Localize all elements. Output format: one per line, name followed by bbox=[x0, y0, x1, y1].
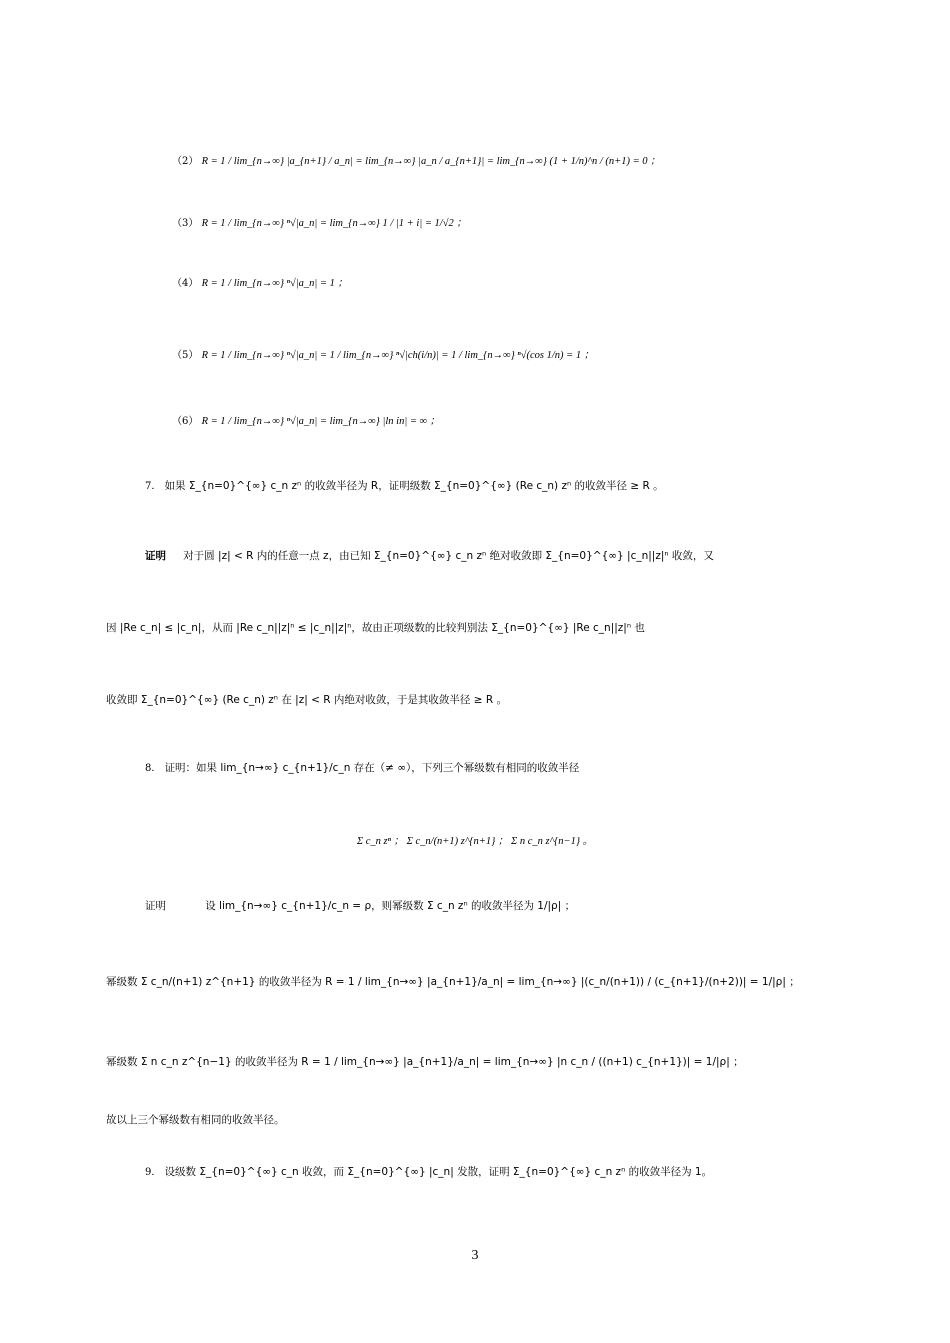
problem-text: 如果 Σ_{n=0}^{∞} c_n zⁿ 的收敛半径为 R，证明级数 Σ_{n=0}^{∞} (Re c_n) zⁿ 的收敛半径 ≥ R 。 bbox=[164, 480, 664, 492]
problem-number: 8． bbox=[145, 763, 162, 774]
formula: R = 1 / lim_{n→∞} ⁿ√|a_n| = 1 ； bbox=[201, 278, 348, 289]
problem-8-proof-line-1 bbox=[0, 894, 950, 919]
formula: R = 1 / lim_{n→∞} ⁿ√|a_n| = lim_{n→∞} |ln in| = ∞ ； bbox=[201, 416, 441, 427]
proof-text: 对于圆 |z| < R 内的任意一点 z，由已知 Σ_{n=0}^{∞} c_n zⁿ 绝对收敛即 Σ_{n=0}^{∞} |c_n||z|ⁿ 收敛，又 bbox=[183, 550, 714, 562]
proof-text: 因 |Re c_n| ≤ |c_n|，从而 |Re c_n||z|ⁿ ≤ |c_n||z|ⁿ，故由正项级数的比较判别法 Σ_{n=0}^{∞} |Re c_n||z|ⁿ 也 bbox=[106, 622, 645, 634]
problem-8-proof-line-2 bbox=[0, 970, 950, 995]
problem-8-proof-line-3 bbox=[0, 1050, 950, 1075]
series-list: Σ c_n zⁿ ； Σ c_n/(n+1) z^{n+1} ； Σ n c_n z^{n−1} 。 bbox=[356, 836, 594, 847]
formula: R = 1 / lim_{n→∞} ⁿ√|a_n| = lim_{n→∞} 1 / |1 + i| = 1/√2 ； bbox=[201, 218, 467, 229]
item-label: （5） bbox=[172, 350, 199, 361]
problem-8-conclusion bbox=[0, 1108, 950, 1133]
item-2 bbox=[0, 150, 950, 174]
problem-text: 设级数 Σ_{n=0}^{∞} c_n 收敛，而 Σ_{n=0}^{∞} |c_n| 发散，证明 Σ_{n=0}^{∞} c_n zⁿ 的收敛半径为 1。 bbox=[164, 1166, 713, 1178]
problem-7-proof-line-3 bbox=[0, 688, 950, 713]
proof-label: 证明 bbox=[145, 550, 166, 562]
item-label: （6） bbox=[172, 416, 199, 427]
proof-text: 设 lim_{n→∞} c_{n+1}/c_n = ρ，则幂级数 Σ c_n zⁿ 的收敛半径为 1/|ρ| ； bbox=[205, 900, 576, 912]
item-6 bbox=[0, 410, 950, 434]
item-3 bbox=[0, 212, 950, 236]
problem-7-proof-line-1 bbox=[0, 544, 950, 569]
problem-9-statement bbox=[0, 1160, 950, 1185]
proof-text: 幂级数 Σ c_n/(n+1) z^{n+1} 的收敛半径为 R = 1 / lim_{n→∞} |a_{n+1}/a_n| = lim_{n→∞} |(c_n/(n+1)) / (c_{n+1}/(n+2))| = 1/|ρ| ； bbox=[106, 976, 800, 988]
formula: R = 1 / lim_{n→∞} ⁿ√|a_n| = 1 / lim_{n→∞} ⁿ√|ch(i/n)| = 1 / lim_{n→∞} ⁿ√(cos 1/n) = 1 ； bbox=[201, 350, 595, 361]
problem-8-series bbox=[0, 830, 950, 854]
item-label: （4） bbox=[172, 278, 199, 289]
formula: R = 1 / lim_{n→∞} |a_{n+1} / a_n| = lim_{n→∞} |a_n / a_{n+1}| = lim_{n→∞} (1 + 1/n)^n / (n+1) = 0 ； bbox=[201, 156, 661, 167]
problem-7-proof-line-2 bbox=[0, 616, 950, 641]
item-4 bbox=[0, 272, 950, 296]
problem-7-statement bbox=[0, 474, 950, 499]
problem-number: 9． bbox=[145, 1167, 162, 1178]
problem-text: 证明：如果 lim_{n→∞} c_{n+1}/c_n 存在（≠ ∞），下列三个幂级数有相同的收敛半径 bbox=[164, 762, 580, 774]
problem-8-statement bbox=[0, 756, 950, 781]
proof-text: 故以上三个幂级数有相同的收敛半径。 bbox=[106, 1114, 285, 1126]
proof-text: 幂级数 Σ n c_n z^{n−1} 的收敛半径为 R = 1 / lim_{n→∞} |a_{n+1}/a_n| = lim_{n→∞} |n c_n / ((n+1) c_{n+1})| = 1/|ρ| ； bbox=[106, 1056, 744, 1068]
proof-text: 收敛即 Σ_{n=0}^{∞} (Re c_n) zⁿ 在 |z| < R 内绝对收敛，于是其收敛半径 ≥ R 。 bbox=[106, 694, 507, 706]
proof-label: 证明 bbox=[145, 900, 166, 912]
item-label: （2） bbox=[172, 156, 199, 167]
problem-number: 7． bbox=[145, 481, 162, 492]
item-5 bbox=[0, 344, 950, 368]
item-label: （3） bbox=[172, 218, 199, 229]
page-number: 3 bbox=[471, 1248, 479, 1263]
